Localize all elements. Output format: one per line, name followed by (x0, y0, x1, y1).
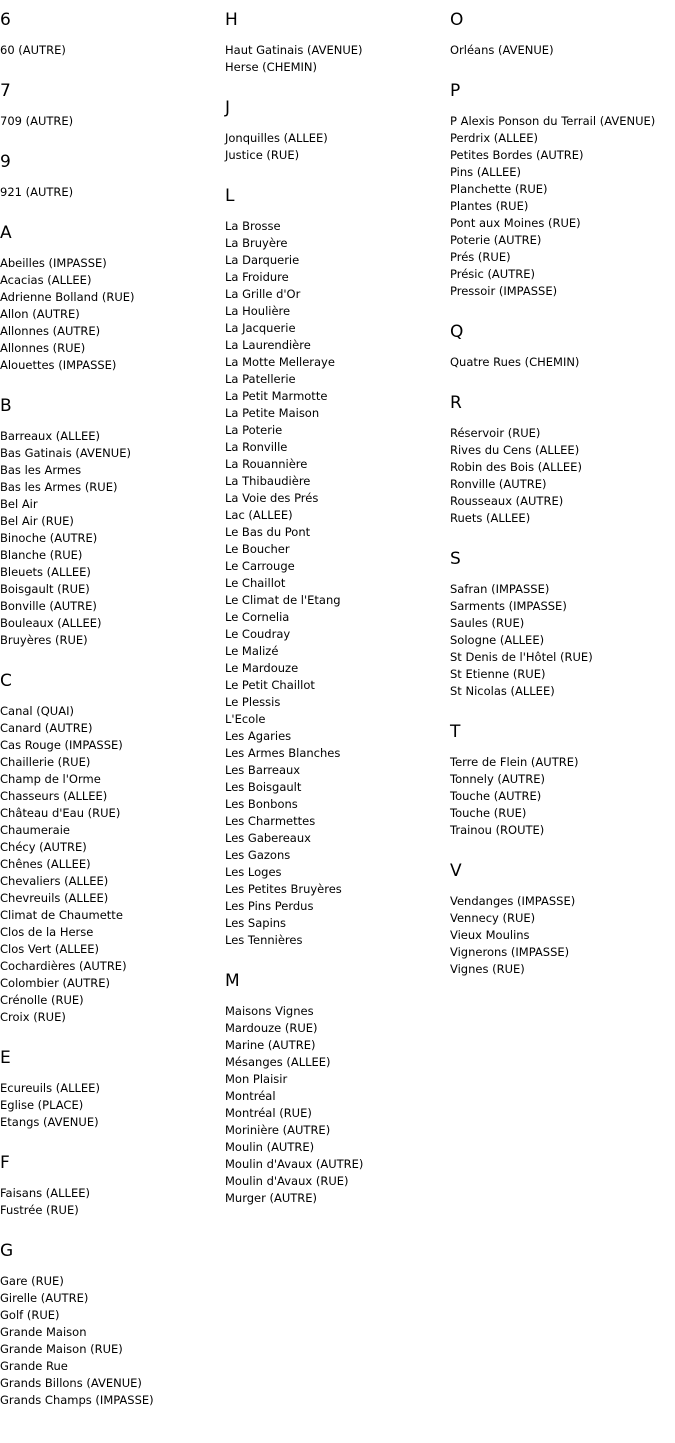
street-link[interactable]: Mésanges (ALLEE) (225, 1055, 331, 1069)
street-link[interactable]: Crénolle (RUE) (0, 993, 84, 1007)
street-link[interactable]: Moulin d'Avaux (RUE) (225, 1174, 349, 1188)
street-link[interactable]: 709 (AUTRE) (0, 114, 74, 128)
street-link[interactable]: La Darquerie (225, 253, 300, 267)
street-link[interactable]: Girelle (AUTRE) (0, 1291, 89, 1305)
street-link[interactable]: Fustrée (RUE) (0, 1203, 79, 1217)
letter-group (225, 186, 450, 949)
letter-group (450, 393, 675, 527)
street-link[interactable]: Blanche (RUE) (0, 548, 83, 562)
street-link[interactable]: Golf (RUE) (0, 1308, 60, 1322)
street-link[interactable]: St Denis de l'Hôtel (RUE) (450, 650, 593, 664)
street-link[interactable]: Grands Champs (IMPASSE) (0, 1393, 154, 1407)
street-list (450, 42, 675, 59)
street-link[interactable]: Allon (AUTRE) (0, 307, 80, 321)
street-link[interactable]: La Motte Melleraye (225, 355, 335, 369)
street-link[interactable]: Réservoir (RUE) (450, 426, 541, 440)
street-list (225, 218, 450, 949)
street-list (450, 754, 675, 839)
street-list (0, 255, 225, 374)
street-link[interactable]: Vendanges (IMPASSE) (450, 894, 576, 908)
letter-heading: O (450, 10, 464, 30)
street-link[interactable]: Chaillerie (RUE) (0, 755, 91, 769)
street-link[interactable]: Ronville (AUTRE) (450, 477, 547, 491)
letter-heading: V (450, 861, 462, 881)
street-link[interactable]: La Jacquerie (225, 321, 296, 335)
street-link[interactable]: Chênes (ALLEE) (0, 857, 91, 871)
letter-group (450, 861, 675, 978)
letter-heading: P (450, 81, 461, 101)
street-list (0, 1080, 225, 1131)
street-link[interactable]: Chevaliers (ALLEE) (0, 874, 109, 888)
street-link[interactable]: Ecureuils (ALLEE) (0, 1081, 100, 1095)
street-list (0, 1185, 225, 1219)
street-link[interactable]: Grands Billons (AVENUE) (0, 1376, 142, 1390)
street-link[interactable]: Saules (RUE) (450, 616, 525, 630)
street-link[interactable]: Vignes (RUE) (450, 962, 525, 976)
street-link[interactable]: Herse (CHEMIN) (225, 60, 318, 74)
street-link[interactable]: Allonnes (RUE) (0, 341, 86, 355)
street-link[interactable]: Boisgault (RUE) (0, 582, 90, 596)
street-link[interactable]: Poterie (AUTRE) (450, 233, 542, 247)
letter-heading: C (0, 671, 12, 691)
street-link[interactable]: Bonville (AUTRE) (0, 599, 97, 613)
street-link[interactable]: Rousseaux (AUTRE) (450, 494, 564, 508)
street-link[interactable]: La Voie des Prés (225, 491, 319, 505)
street-link[interactable]: 60 (AUTRE) (0, 43, 66, 57)
street-link[interactable]: Les Pins Perdus (225, 899, 314, 913)
street-link[interactable]: Les Petites Bruyères (225, 882, 342, 896)
street-link[interactable]: Le Plessis (225, 695, 281, 709)
letter-group (450, 722, 675, 839)
street-link[interactable]: Le Petit Chaillot (225, 678, 315, 692)
street-link[interactable]: Plantes (RUE) (450, 199, 529, 213)
street-link[interactable]: Mon Plaisir (225, 1072, 288, 1086)
street-link[interactable]: Montréal (225, 1089, 276, 1103)
street-list (0, 428, 225, 649)
street-link[interactable]: Jonquilles (ALLEE) (225, 131, 328, 145)
street-link[interactable]: Les Bonbons (225, 797, 298, 811)
street-link[interactable]: Clos Vert (ALLEE) (0, 942, 100, 956)
street-link[interactable]: Le Cornelia (225, 610, 290, 624)
letter-heading: F (0, 1153, 10, 1173)
street-link[interactable]: La Froidure (225, 270, 289, 284)
street-list (0, 184, 225, 201)
street-list (0, 42, 225, 59)
letter-group (225, 10, 450, 76)
street-link[interactable]: Adrienne Bolland (RUE) (0, 290, 135, 304)
street-link[interactable]: Marine (AUTRE) (225, 1038, 316, 1052)
street-link[interactable]: La Brosse (225, 219, 281, 233)
street-link[interactable]: Tonnely (AUTRE) (450, 772, 545, 786)
letter-group (0, 1048, 225, 1131)
letter-heading: 7 (0, 81, 11, 101)
street-link[interactable]: La Grille d'Or (225, 287, 301, 301)
street-link[interactable]: Lac (ALLEE) (225, 508, 293, 522)
letter-heading: 9 (0, 152, 11, 172)
street-list (225, 42, 450, 76)
street-link[interactable]: Bleuets (ALLEE) (0, 565, 91, 579)
street-link[interactable]: Chevreuils (ALLEE) (0, 891, 109, 905)
letter-heading: T (450, 722, 461, 742)
letter-group (450, 322, 675, 371)
street-link[interactable]: Les Charmettes (225, 814, 316, 828)
letter-group (0, 152, 225, 201)
street-link[interactable]: Moulin (AUTRE) (225, 1140, 315, 1154)
street-link[interactable]: Les Tennières (225, 933, 303, 947)
street-link[interactable]: Touche (AUTRE) (450, 789, 542, 803)
street-link[interactable]: Champ de l'Orme (0, 772, 101, 786)
street-link[interactable]: Murger (AUTRE) (225, 1191, 318, 1205)
street-link[interactable]: Les Barreaux (225, 763, 301, 777)
street-link[interactable]: Le Boucher (225, 542, 290, 556)
letter-group (0, 396, 225, 649)
letter-heading: S (450, 549, 461, 569)
street-link[interactable]: Moulin d'Avaux (AUTRE) (225, 1157, 364, 1171)
letter-group (0, 671, 225, 1026)
street-list (450, 581, 675, 700)
street-link[interactable]: Safran (IMPASSE) (450, 582, 550, 596)
street-link[interactable]: Présic (AUTRE) (450, 267, 535, 281)
street-link[interactable]: Justice (RUE) (225, 148, 300, 162)
street-link[interactable]: Chécy (AUTRE) (0, 840, 87, 854)
street-link[interactable]: Chasseurs (ALLEE) (0, 789, 108, 803)
street-link[interactable]: Faisans (ALLEE) (0, 1186, 90, 1200)
street-link[interactable]: Les Armes Blanches (225, 746, 341, 760)
street-link[interactable]: La Poterie (225, 423, 283, 437)
street-index-column-3 (450, 10, 675, 1000)
street-link[interactable]: Grande Maison (RUE) (0, 1342, 123, 1356)
street-link[interactable]: Bruyères (RUE) (0, 633, 88, 647)
street-link[interactable]: Cochardières (AUTRE) (0, 959, 127, 973)
street-list (450, 425, 675, 527)
letter-group (0, 223, 225, 374)
street-link[interactable]: La Petit Marmotte (225, 389, 328, 403)
street-link[interactable]: Mardouze (RUE) (225, 1021, 318, 1035)
street-link[interactable]: Colombier (AUTRE) (0, 976, 110, 990)
letter-group (225, 98, 450, 164)
street-link[interactable]: Robin des Bois (ALLEE) (450, 460, 582, 474)
letter-group (450, 549, 675, 700)
street-link[interactable]: Eglise (PLACE) (0, 1098, 84, 1112)
street-link[interactable]: Haut Gatinais (AVENUE) (225, 43, 363, 57)
street-link[interactable]: Bas les Armes (RUE) (0, 480, 118, 494)
street-link[interactable]: Pont aux Moines (RUE) (450, 216, 581, 230)
street-link[interactable]: La Laurendière (225, 338, 311, 352)
street-link[interactable]: Morinière (AUTRE) (225, 1123, 331, 1137)
letter-heading: R (450, 393, 462, 413)
street-link[interactable]: Grande Rue (0, 1359, 68, 1373)
street-link[interactable]: Rives du Cens (ALLEE) (450, 443, 580, 457)
street-link[interactable]: Petites Bordes (AUTRE) (450, 148, 584, 162)
letter-heading: Q (450, 322, 464, 342)
street-list (450, 113, 675, 300)
street-link[interactable]: Touche (RUE) (450, 806, 527, 820)
street-link[interactable]: Terre de Flein (AUTRE) (450, 755, 579, 769)
street-link[interactable]: Clos de la Herse (0, 925, 94, 939)
street-link[interactable]: Les Sapins (225, 916, 287, 930)
street-link[interactable]: Trainou (ROUTE) (450, 823, 545, 837)
street-link[interactable]: Canard (AUTRE) (0, 721, 93, 735)
street-link[interactable]: Sarments (IMPASSE) (450, 599, 567, 613)
street-link[interactable]: Les Boisgault (225, 780, 302, 794)
letter-heading: A (0, 223, 12, 243)
letter-group (225, 971, 450, 1207)
letter-heading: M (225, 971, 240, 991)
street-link[interactable]: La Petite Maison (225, 406, 320, 420)
street-index-column-2 (225, 10, 450, 1229)
street-link[interactable]: Vignerons (IMPASSE) (450, 945, 570, 959)
street-link[interactable]: Bas Gatinais (AVENUE) (0, 446, 131, 460)
street-link[interactable]: La Houlière (225, 304, 291, 318)
street-link[interactable]: Château d'Eau (RUE) (0, 806, 121, 820)
street-list (225, 1003, 450, 1207)
street-link[interactable]: 921 (AUTRE) (0, 185, 74, 199)
street-link[interactable]: P Alexis Ponson du Terrail (AVENUE) (450, 114, 656, 128)
street-link[interactable]: Allonnes (AUTRE) (0, 324, 101, 338)
letter-heading: H (225, 10, 238, 30)
street-list (0, 1273, 225, 1409)
street-link[interactable]: Le Malizé (225, 644, 279, 658)
street-link[interactable]: Montréal (RUE) (225, 1106, 312, 1120)
street-link[interactable]: Climat de Chaumette (0, 908, 123, 922)
street-link[interactable]: Cas Rouge (IMPASSE) (0, 738, 123, 752)
street-list (225, 130, 450, 164)
street-link[interactable]: Quatre Rues (CHEMIN) (450, 355, 580, 369)
street-link[interactable]: Grande Maison (0, 1325, 87, 1339)
street-link[interactable]: Alouettes (IMPASSE) (0, 358, 117, 372)
street-link[interactable]: Gare (RUE) (0, 1274, 64, 1288)
street-list (0, 113, 225, 130)
street-link[interactable]: Barreaux (ALLEE) (0, 429, 100, 443)
street-link[interactable]: La Bruyère (225, 236, 288, 250)
street-link[interactable]: Les Gabereaux (225, 831, 311, 845)
letter-heading: 6 (0, 10, 11, 30)
street-link[interactable]: Pins (ALLEE) (450, 165, 521, 179)
letter-heading: E (0, 1048, 11, 1068)
street-link[interactable]: Le Chaillot (225, 576, 286, 590)
street-link[interactable]: Le Bas du Pont (225, 525, 311, 539)
street-link[interactable]: Vennecy (RUE) (450, 911, 536, 925)
street-link[interactable]: Pressoir (IMPASSE) (450, 284, 558, 298)
street-link[interactable]: Perdrix (ALLEE) (450, 131, 538, 145)
street-link[interactable]: Abeilles (IMPASSE) (0, 256, 107, 270)
street-link[interactable]: Les Loges (225, 865, 282, 879)
street-link[interactable]: Le Climat de l'Etang (225, 593, 341, 607)
letter-heading: J (225, 98, 231, 118)
street-link[interactable]: L'Ecole (225, 712, 266, 726)
street-link[interactable]: Chaumeraie (0, 823, 70, 837)
letter-heading: B (0, 396, 12, 416)
street-link[interactable]: Le Mardouze (225, 661, 299, 675)
street-index-column-1 (0, 10, 225, 1431)
letter-group (0, 1153, 225, 1219)
street-list (450, 893, 675, 978)
street-link[interactable]: La Rouannière (225, 457, 308, 471)
street-link[interactable]: St Etienne (RUE) (450, 667, 546, 681)
letter-heading: G (0, 1241, 14, 1261)
street-link[interactable]: Le Carrouge (225, 559, 295, 573)
street-link[interactable]: St Nicolas (ALLEE) (450, 684, 555, 698)
street-link[interactable]: Etangs (AVENUE) (0, 1115, 99, 1129)
street-link[interactable]: Prés (RUE) (450, 250, 511, 264)
street-list (0, 703, 225, 1026)
street-link[interactable]: Canal (QUAI) (0, 704, 74, 718)
street-link[interactable]: Planchette (RUE) (450, 182, 548, 196)
street-link[interactable]: Sologne (ALLEE) (450, 633, 545, 647)
street-link[interactable]: Maisons Vignes (225, 1004, 314, 1018)
street-link[interactable]: Croix (RUE) (0, 1010, 66, 1024)
street-link[interactable]: Orléans (AVENUE) (450, 43, 554, 57)
street-link[interactable]: Vieux Moulins (450, 928, 530, 942)
street-link[interactable]: Les Gazons (225, 848, 291, 862)
street-link[interactable]: Ruets (ALLEE) (450, 511, 531, 525)
street-link[interactable]: Bel Air (0, 497, 38, 511)
letter-group (450, 81, 675, 300)
street-list (450, 354, 675, 371)
street-link[interactable]: La Patellerie (225, 372, 296, 386)
letter-group (450, 10, 675, 59)
street-link[interactable]: La Ronville (225, 440, 288, 454)
street-link[interactable]: Acacias (ALLEE) (0, 273, 92, 287)
street-link[interactable]: Bel Air (RUE) (0, 514, 74, 528)
letter-group (0, 81, 225, 130)
letter-group (0, 1241, 225, 1409)
street-link[interactable]: Binoche (AUTRE) (0, 531, 98, 545)
street-link[interactable]: La Thibaudière (225, 474, 311, 488)
letter-group (0, 10, 225, 59)
letter-heading: L (225, 186, 235, 206)
street-link[interactable]: Bouleaux (ALLEE) (0, 616, 102, 630)
street-link[interactable]: Les Agaries (225, 729, 292, 743)
street-link[interactable]: Bas les Armes (0, 463, 82, 477)
street-link[interactable]: Le Coudray (225, 627, 291, 641)
